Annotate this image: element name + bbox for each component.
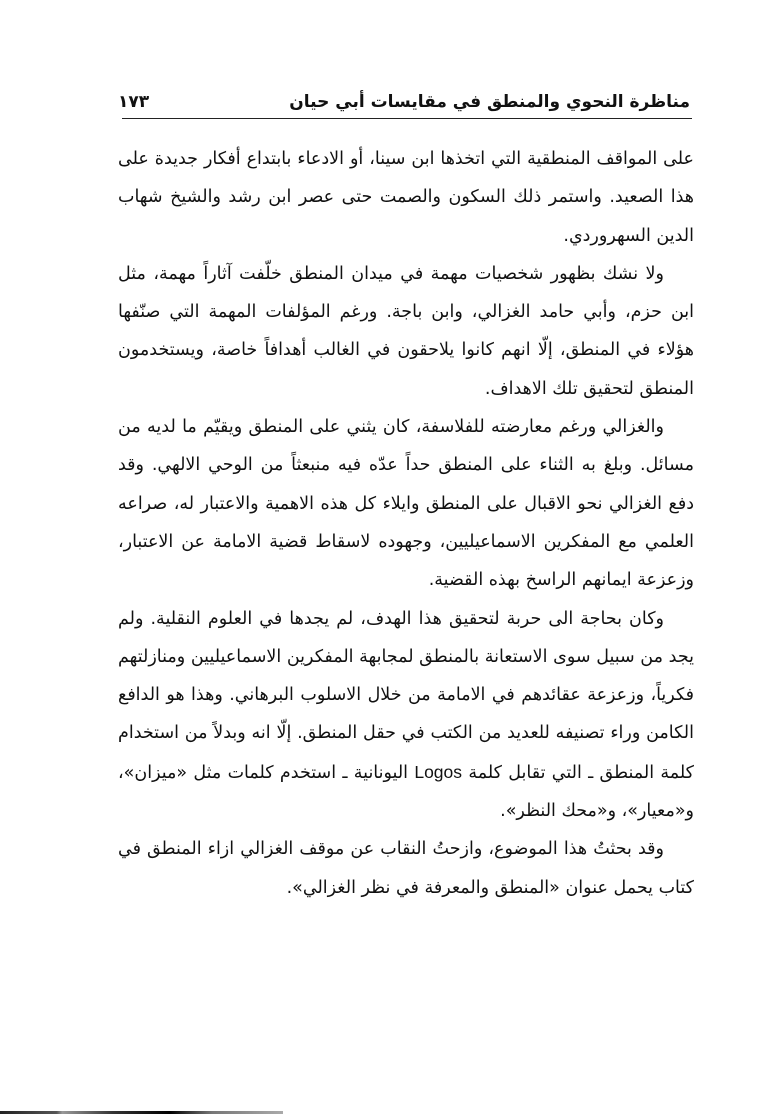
paragraph-4-text-before: وكان بحاجة الى حربة لتحقيق هذا الهدف، لم يجدها في العلوم النقلية. ولم يجد من سبيل سوى الاستعانة بالمنطق لمجابهة المفكرين الاسماعيليين ومنازلتهم فكرياً، وزعزعة عقائدهم في الامامة من خلال الاسلوب البرهاني. وهذا هو الدافع الكامن وراء تصنيفه للعديد من الكتب في حقل المنطق. إلّا انه وبدلاً من استخدام كلمة المنطق ـ التي تقابل كلمة	[118, 608, 694, 783]
running-title: مناظرة النحوي والمنطق في مقايسات أبي حيان	[289, 92, 690, 112]
paragraph-4-text-after: اليونانية ـ استخدم كلمات مثل «ميزان»، و«معيار»، و«محك النظر».	[118, 762, 694, 822]
page-number: ١٧٣	[118, 92, 150, 112]
running-head	[118, 80, 690, 116]
body-text	[118, 140, 694, 907]
paragraph-5: وقد بحثتُ هذا الموضوع، وازحتُ النقاب عن موقف الغزالي ازاء المنطق في كتاب يحمل عنوان «المنطق والمعرفة في نظر الغزالي».	[118, 839, 694, 898]
paragraph-4	[118, 600, 694, 831]
paragraph-1: على المواقف المنطقية التي اتخذها ابن سينا، أو الادعاء بابتداع أفكار جديدة على هذا الصعيد. واستمر ذلك السكون والصمت حتى عصر ابن رشد والشيخ شهاب الدين السهروردي.	[118, 149, 694, 246]
paragraph-2: ولا نشك بظهور شخصيات مهمة في ميدان المنطق خلّفت آثاراً مهمة، مثل ابن حزم، وأبي حامد الغزالي، وابن باجة. ورغم المؤلفات المهمة التي صنّفها هؤلاء في المنطق، إلّا انهم كانوا يلاحقون في الغالب أهدافاً خاصة، ويستخدمون المنطق لتحقيق تلك الاهداف.	[118, 263, 694, 399]
latin-term-logos: Logos	[414, 761, 463, 782]
header-rule	[122, 118, 692, 119]
paragraph-3: والغزالي ورغم معارضته للفلاسفة، كان يثني على المنطق ويقيّم ما لديه من مسائل. وبلغ به الثناء على المنطق حداً عدّه فيه منبعثاً من الوحي الالهي. وقد دفع الغزالي نحو الاقبال على المنطق وايلاء كل هذه الاهمية والاعتبار له، صراعه العلمي مع المفكرين الاسماعيليين، وجهوده لاسقاط قضية الامامة عن الاعتبار، وزعزعة ايمانهم الراسخ بهذه القضية.	[118, 417, 694, 591]
